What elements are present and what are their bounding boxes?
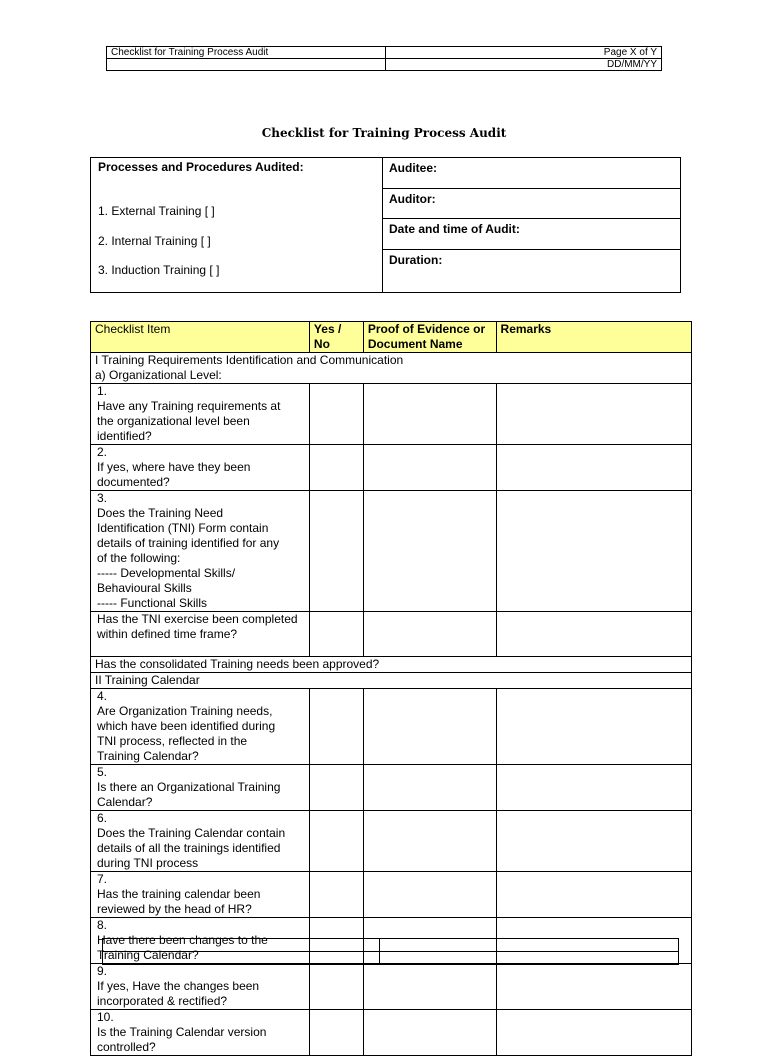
audit-details-cell xyxy=(383,158,680,292)
remarks-cell[interactable] xyxy=(496,765,691,811)
item-text: Have there been changes to the Training Calendar? xyxy=(97,933,268,962)
checklist-row xyxy=(91,673,692,689)
yes-no-cell[interactable] xyxy=(309,1010,363,1056)
item-number: 10. xyxy=(97,1010,114,1024)
item-number: 3. xyxy=(97,491,108,505)
item-text: If yes, Have the changes been incorporated & rectified? xyxy=(97,979,260,1008)
checklist-row xyxy=(91,612,692,657)
checklist-row xyxy=(91,1010,692,1056)
checklist-item-cell xyxy=(91,765,310,811)
item-number: 1. xyxy=(97,384,108,398)
remarks-cell[interactable] xyxy=(496,964,691,1010)
yes-no-cell[interactable] xyxy=(309,811,363,872)
item-number: 8. xyxy=(97,918,108,932)
auditor-field[interactable]: Auditor: xyxy=(383,189,680,219)
section-heading: II Training Calendar xyxy=(91,673,692,689)
proof-of-evidence-cell[interactable] xyxy=(363,1010,496,1056)
item-text: Are Organization Training needs, which have been identified during TNI process, reflected in the Training Calendar? xyxy=(97,704,276,763)
remarks-cell[interactable] xyxy=(496,872,691,918)
process-internal-training[interactable]: 2. Internal Training [ ] xyxy=(98,234,211,248)
checklist-row xyxy=(91,491,692,612)
footer-cell xyxy=(380,939,679,952)
proof-of-evidence-cell[interactable] xyxy=(363,964,496,1010)
item-number: 4. xyxy=(97,689,108,703)
item-text: If yes, where have they been documented? xyxy=(97,460,251,489)
yes-no-cell[interactable] xyxy=(309,612,363,657)
proof-of-evidence-cell[interactable] xyxy=(363,872,496,918)
remarks-cell[interactable] xyxy=(496,1010,691,1056)
proof-of-evidence-cell[interactable] xyxy=(363,811,496,872)
proof-of-evidence-cell[interactable] xyxy=(363,491,496,612)
footer-cell xyxy=(380,952,679,965)
item-text: Does the Training Need Identification (TNI) Form contain details of training identified for any of the following: ----- Developmental Skills/ Behavioural Skills ----- Functional Skills xyxy=(97,506,280,610)
yes-no-cell[interactable] xyxy=(309,689,363,765)
item-text: Is there an Organizational Training Calendar? xyxy=(97,780,281,809)
checklist-item-cell xyxy=(91,964,310,1010)
checklist-item-cell xyxy=(91,384,310,445)
section-heading: I Training Requirements Identification and Communication a) Organizational Level: xyxy=(91,353,692,384)
yes-no-cell[interactable] xyxy=(309,384,363,445)
yes-no-cell[interactable] xyxy=(309,445,363,491)
processes-label: Processes and Procedures Audited: xyxy=(98,160,304,174)
checklist-header-row xyxy=(91,322,692,353)
checklist-row xyxy=(91,811,692,872)
remarks-cell[interactable] xyxy=(496,445,691,491)
auditee-field[interactable]: Auditee: xyxy=(383,158,680,189)
proof-of-evidence-cell[interactable] xyxy=(363,445,496,491)
col-header-checklist-item: Checklist Item xyxy=(91,322,310,353)
audit-date-field[interactable]: Date and time of Audit: xyxy=(383,219,680,250)
document-title: Checklist for Training Process Audit xyxy=(261,126,507,140)
remarks-cell[interactable] xyxy=(496,612,691,657)
checklist-row xyxy=(91,964,692,1010)
footer-cell xyxy=(103,939,380,952)
header-date: DD/MM/YY xyxy=(386,59,662,71)
header-page-number: Page X of Y xyxy=(386,47,662,59)
process-external-training[interactable]: 1. External Training [ ] xyxy=(98,204,215,218)
remarks-cell[interactable] xyxy=(496,384,691,445)
footer-cell xyxy=(103,952,380,965)
yes-no-cell[interactable] xyxy=(309,491,363,612)
checklist-item-cell xyxy=(91,1010,310,1056)
item-text: Does the Training Calendar contain details of all the trainings identified during TNI process xyxy=(97,826,286,870)
checklist-row xyxy=(91,353,692,384)
yes-no-cell[interactable] xyxy=(309,964,363,1010)
proof-of-evidence-cell[interactable] xyxy=(363,384,496,445)
item-text: Is the Training Calendar version controlled? xyxy=(97,1025,267,1054)
processes-cell xyxy=(91,158,383,292)
proof-of-evidence-cell[interactable] xyxy=(363,689,496,765)
checklist-row xyxy=(91,765,692,811)
col-header-remarks: Remarks xyxy=(496,322,691,353)
item-text: Have any Training requirements at the organizational level been identified? xyxy=(97,399,281,443)
item-number: 6. xyxy=(97,811,108,825)
header-title: Checklist for Training Process Audit xyxy=(107,47,386,59)
proof-of-evidence-cell[interactable] xyxy=(363,612,496,657)
checklist-item-cell xyxy=(91,445,310,491)
checklist-item-cell xyxy=(91,689,310,765)
proof-of-evidence-cell[interactable] xyxy=(363,765,496,811)
checklist-item-cell xyxy=(91,491,310,612)
remarks-cell[interactable] xyxy=(496,491,691,612)
yes-no-cell[interactable] xyxy=(309,872,363,918)
checklist-item-cell xyxy=(91,872,310,918)
checklist-row xyxy=(91,689,692,765)
item-number: 7. xyxy=(97,872,108,886)
item-number: 5. xyxy=(97,765,108,779)
checklist-row xyxy=(91,384,692,445)
checklist-row xyxy=(91,872,692,918)
remarks-cell[interactable] xyxy=(496,811,691,872)
col-header-proof-of-evidence: Proof of Evidence or Document Name xyxy=(363,322,496,353)
item-text: Has the training calendar been reviewed by the head of HR? xyxy=(97,887,261,916)
checklist-item-cell: Has the TNI exercise been completed within defined time frame? xyxy=(91,612,310,657)
page-footer-table xyxy=(102,938,679,965)
audit-info-box xyxy=(90,157,681,293)
process-induction-training[interactable]: 3. Induction Training [ ] xyxy=(98,263,220,277)
yes-no-cell[interactable] xyxy=(309,765,363,811)
page-header-table xyxy=(106,46,662,71)
remarks-cell[interactable] xyxy=(496,689,691,765)
section-heading: Has the consolidated Training needs been approved? xyxy=(91,657,692,673)
checklist-row xyxy=(91,657,692,673)
item-number: 2. xyxy=(97,445,108,459)
checklist-row xyxy=(91,445,692,491)
duration-field[interactable]: Duration: xyxy=(389,253,443,267)
header-blank-cell xyxy=(107,59,386,71)
checklist-item-cell xyxy=(91,811,310,872)
col-header-yes-no: Yes / No xyxy=(309,322,363,353)
item-number: 9. xyxy=(97,964,108,978)
